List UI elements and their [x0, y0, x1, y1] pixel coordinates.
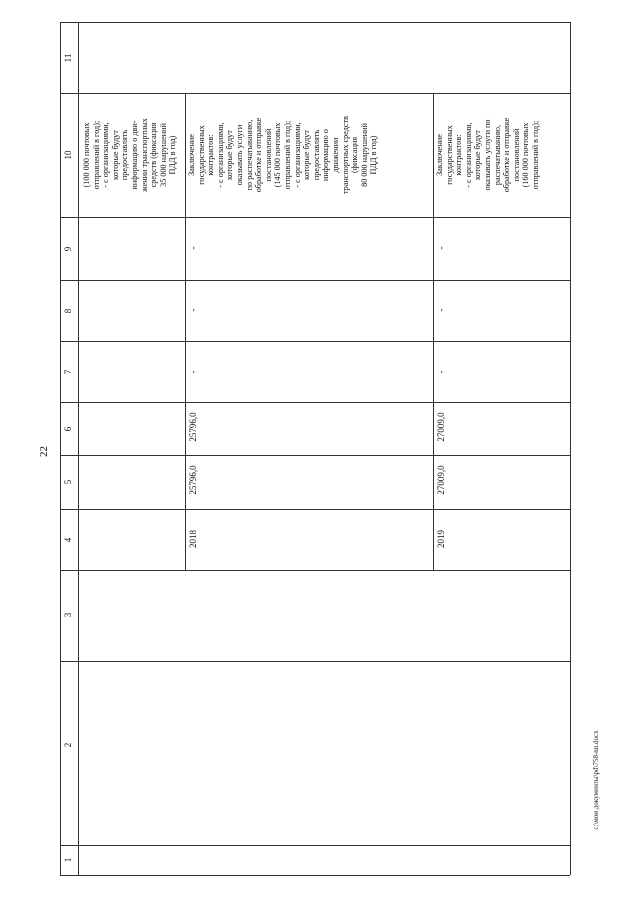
col-divider-3-4 [60, 570, 570, 571]
table-border-right [570, 22, 571, 875]
cell-text-row1-col10: (100 000 почтовых отправлений в год); - с организациями, которые будут предоставлять информацию о дви- жении транспортных средств (фиксация 35 000 нарушений ПДД в год) [82, 118, 178, 192]
cell-text-row3-col10: Заключение государственных контрактов: - с организациями, которые будут оказывать услуги по распечатыванию, обработке и отправке постановлений (160 000 почтовых отправлений в год); [435, 117, 540, 193]
col-divider-6-7 [60, 402, 570, 403]
col-divider-9-10 [60, 217, 570, 218]
table-border-top [60, 22, 570, 23]
amount-2019-col6: 27009,0 [436, 412, 446, 442]
col-divider-8-9 [60, 280, 570, 281]
year-2018: 2018 [188, 530, 198, 548]
row-divider-1 [185, 93, 186, 570]
column-header-1: 1 [63, 857, 73, 863]
column-header-7: 7 [63, 369, 73, 375]
cell-text-row2-col10: Заключение государственных контрактов: - с организациями, которые будут оказывать услуги по распечатыванию, обработке и отправке постановлений (145 000 почтовых отправлений в год); - с организациями, которые будут предоставлять информацию о движении транспортных средств (фиксация 80 000 нарушений ПДД в год) [187, 116, 379, 194]
col-divider-5-6 [60, 455, 570, 456]
dash-2019-col9: - [436, 246, 446, 250]
page-number: 22 [38, 446, 50, 457]
dash-2019-col7: - [436, 370, 446, 374]
column-header-11: 11 [63, 53, 73, 63]
footer-file-path: c:\мои документы\pd\758-nn.docx [592, 730, 600, 830]
column-header-10: 10 [63, 150, 73, 160]
amount-2019-col5: 27009,0 [436, 465, 446, 495]
col-divider-4-5 [60, 509, 570, 510]
col-divider-2-3 [60, 661, 570, 662]
column-header-8: 8 [63, 308, 73, 314]
dash-2018-col7: - [188, 370, 198, 374]
column-header-2: 2 [63, 742, 73, 748]
column-header-6: 6 [63, 426, 73, 432]
year-2019: 2019 [436, 530, 446, 548]
dash-2018-col9: - [188, 246, 198, 250]
row-divider-2 [433, 93, 434, 570]
dash-2018-col8: - [188, 308, 198, 312]
table-border-bottom [60, 875, 570, 876]
column-header-4: 4 [63, 537, 73, 543]
table-border-left [60, 22, 61, 875]
column-header-5: 5 [63, 479, 73, 485]
dash-2019-col8: - [436, 308, 446, 312]
column-header-9: 9 [63, 246, 73, 252]
col-divider-7-8 [60, 341, 570, 342]
amount-2018-col6: 25796,0 [188, 412, 198, 442]
header-row-divider [78, 22, 79, 875]
col-divider-1-2 [60, 845, 570, 846]
column-header-3: 3 [63, 612, 73, 618]
amount-2018-col5: 25796,0 [188, 465, 198, 495]
